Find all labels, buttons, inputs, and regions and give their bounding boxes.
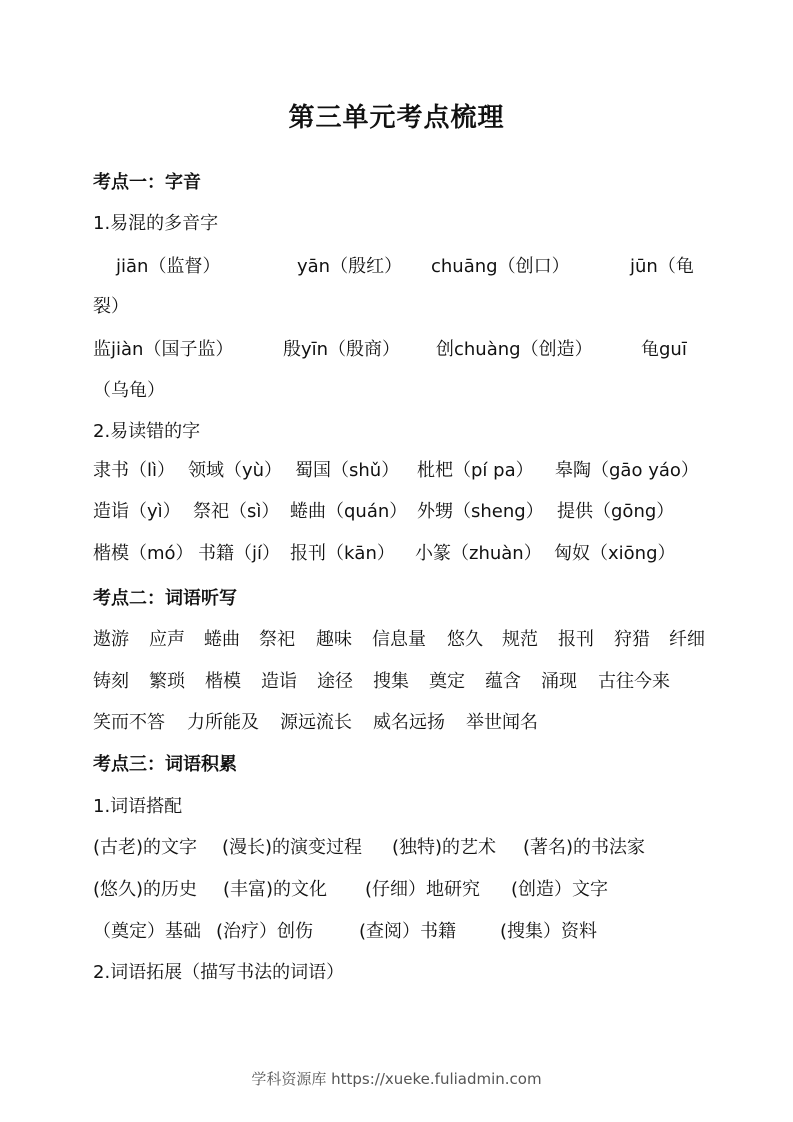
misread-item: 蜷曲（quán） [290,501,408,522]
dictation-word: 祭祀 [259,629,295,650]
subheading-collocation: 1.词语搭配 [93,796,183,817]
collocation-item: (搜集）资料 [500,921,598,942]
dictation-word: 途径 [317,671,353,692]
polyphonic-item: jiān（监督） [116,256,221,277]
dictation-word: 纤细 [669,629,705,650]
misread-item: 枇杷（pí pa） [417,460,534,481]
section-heading-accumulation: 考点三：词语积累 [93,754,237,775]
polyphonic-item: 监jiàn（国子监） [93,339,234,360]
dictation-row-2 [93,669,733,695]
dictation-word: 遨游 [93,629,129,650]
subheading-expansion: 2.词语拓展（描写书法的词语） [93,962,345,983]
dictation-word: 趣味 [316,629,352,650]
collocation-item: (悠久)的历史 [93,879,198,900]
misread-item: 外甥（sheng） [417,501,544,522]
polyphonic-item: chuāng（创口） [431,256,570,277]
dictation-word: 搜集 [373,671,409,692]
collocation-item: (漫长)的演变过程 [222,837,363,858]
collocation-item: (丰富)的文化 [223,879,328,900]
polyphonic-row-1 [116,254,716,280]
dictation-word: 狩猎 [614,629,650,650]
dictation-word: 规范 [502,629,538,650]
dictation-word: 报刊 [558,629,594,650]
dictation-word: 奠定 [429,671,465,692]
polyphonic-item: 殷yīn（殷商） [283,339,401,360]
section-heading-dictation: 考点二：词语听写 [93,588,237,609]
dictation-word: 举世闻名 [466,712,538,733]
misread-item: 小篆（zhuàn） [415,543,542,564]
dictation-word: 威名远扬 [373,712,445,733]
dictation-word: 笑而不答 [93,712,165,733]
misread-item: 领域（yù） [188,460,283,481]
dictation-row-1 [93,627,733,653]
misread-item: 皋陶（gāo yáo） [555,460,699,481]
dictation-word: 蕴含 [485,671,521,692]
polyphonic-row-2 [93,337,733,363]
misread-item: 造诣（yì） [93,501,181,522]
misread-item: 蜀国（shǔ） [295,460,400,481]
dictation-word: 应声 [149,629,185,650]
collocation-item: (独特)的艺术 [392,837,497,858]
collocation-row-1 [93,835,733,861]
polyphonic-row-1-continued: 裂） [93,296,129,317]
misread-item: 报刊（kān） [290,543,395,564]
dictation-word: 铸刻 [93,671,129,692]
dictation-word: 繁琐 [149,671,185,692]
misread-item: 书籍（jí） [198,543,281,564]
dictation-word: 悠久 [447,629,483,650]
polyphonic-item: jūn（龟 [630,256,694,277]
dictation-word: 源远流长 [280,712,352,733]
dictation-word: 信息量 [372,629,426,650]
collocation-item: (仔细）地研究 [365,879,481,900]
misread-item: 提供（gōng） [557,501,675,522]
polyphonic-item: 创chuàng（创造） [436,339,593,360]
subheading-polyphonic: 1.易混的多音字 [93,213,219,234]
misread-item: 匈奴（xiōng） [554,543,676,564]
misread-row-1 [93,458,733,484]
collocation-item: (古老)的文字 [93,837,198,858]
polyphonic-item: yān（殷红） [297,256,403,277]
dictation-word: 蜷曲 [204,629,240,650]
misread-row-2 [93,499,733,525]
dictation-word: 涌现 [541,671,577,692]
misread-item: 隶书（lì） [93,460,176,481]
collocation-item: (著名)的书法家 [523,837,646,858]
polyphonic-row-2-continued: （乌龟） [93,380,165,401]
polyphonic-item: 龟guī [641,339,687,360]
collocation-item: (治疗）创伤 [216,921,314,942]
misread-item: 楷模（mó） [93,543,194,564]
subheading-misread: 2.易读错的字 [93,421,201,442]
dictation-word: 楷模 [205,671,241,692]
misread-item: 祭祀（sì） [193,501,280,522]
dictation-row-3 [93,710,733,736]
page-title: 第三单元考点梳理 [288,103,505,133]
dictation-word: 古往今来 [598,671,670,692]
collocation-row-2 [93,877,733,903]
collocation-row-3 [93,919,733,945]
collocation-item: (查阅）书籍 [359,921,457,942]
footer-watermark: 学科资源库 https://xueke.fuliadmin.com [251,1070,542,1088]
misread-row-3 [93,541,733,567]
section-heading-pronunciation: 考点一：字音 [93,172,201,193]
dictation-word: 造诣 [261,671,297,692]
collocation-item: (创造）文字 [511,879,609,900]
collocation-item: （奠定）基础 [93,921,201,942]
dictation-word: 力所能及 [187,712,259,733]
